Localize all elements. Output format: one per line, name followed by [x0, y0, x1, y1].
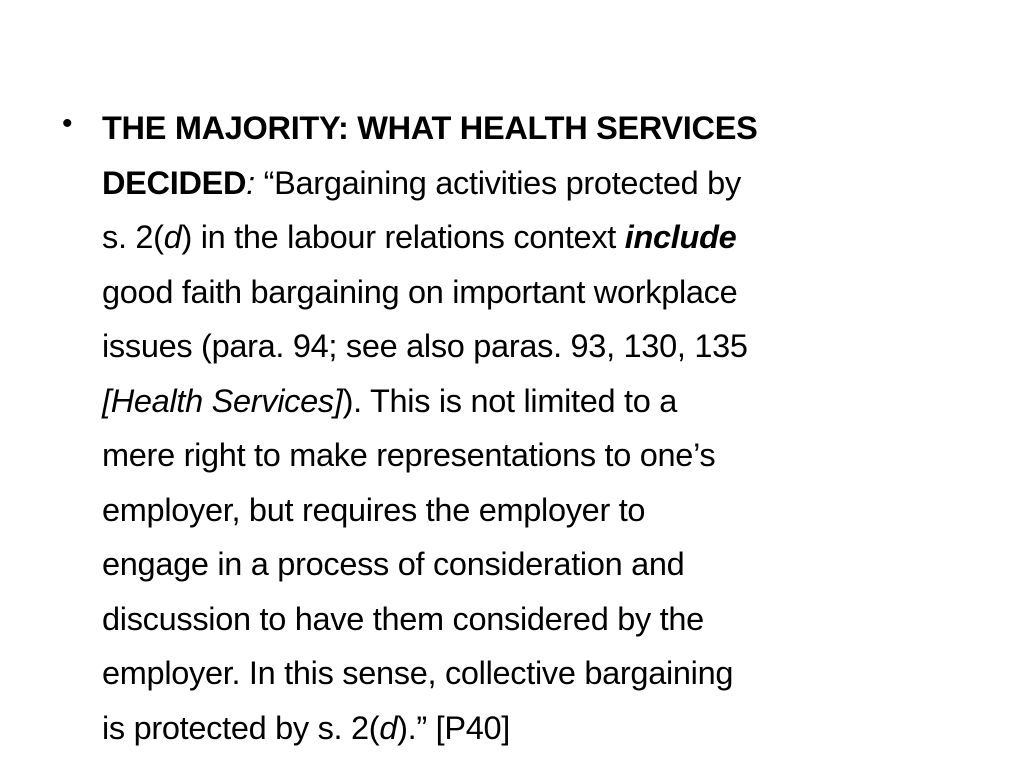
section-ref-pre: s. 2( [102, 219, 164, 255]
text-line-7: mere right to make representations to one’s [102, 437, 716, 473]
text-line-6 [102, 374, 957, 429]
line-6-rest: ). This is not limited to a [342, 382, 678, 419]
text-line-4: good faith bargaining on important workplace [102, 273, 738, 310]
bullet-text [102, 101, 957, 755]
section-ref-mid: ) in the labour relations context [181, 219, 625, 255]
quote-opening: “Bargaining activities protected by [254, 164, 741, 201]
closing-ref-letter: d [379, 709, 398, 746]
text-line-9: engage in a process of consideration and [102, 546, 685, 582]
text-line-11: employer. In this sense, collective bargaining [102, 655, 734, 691]
heading-part-1: THE MAJORITY: WHAT HEALTH SERVICES [102, 110, 758, 146]
section-ref-letter: d [163, 219, 182, 255]
text-line-2 [102, 156, 957, 211]
closing-ref-post: ).” [P40] [397, 709, 510, 746]
bullet-icon: • [62, 107, 73, 140]
include-emphasis: include [624, 219, 737, 255]
text-line-12 [102, 701, 957, 756]
text-line-10: discussion to have them considered by the [102, 600, 704, 637]
heading-colon: : [246, 164, 255, 201]
heading-part-2: DECIDED [102, 164, 247, 201]
text-line-5: issues (para. 94; see also paras. 93, 130, 135 [102, 328, 748, 364]
text-line-3 [102, 210, 957, 265]
text-line-1 [102, 101, 957, 156]
closing-ref-pre: is protected by s. 2( [102, 709, 380, 746]
text-line-8: employer, but requires the employer to [102, 491, 646, 528]
health-services-citation: [Health Services] [102, 382, 343, 419]
